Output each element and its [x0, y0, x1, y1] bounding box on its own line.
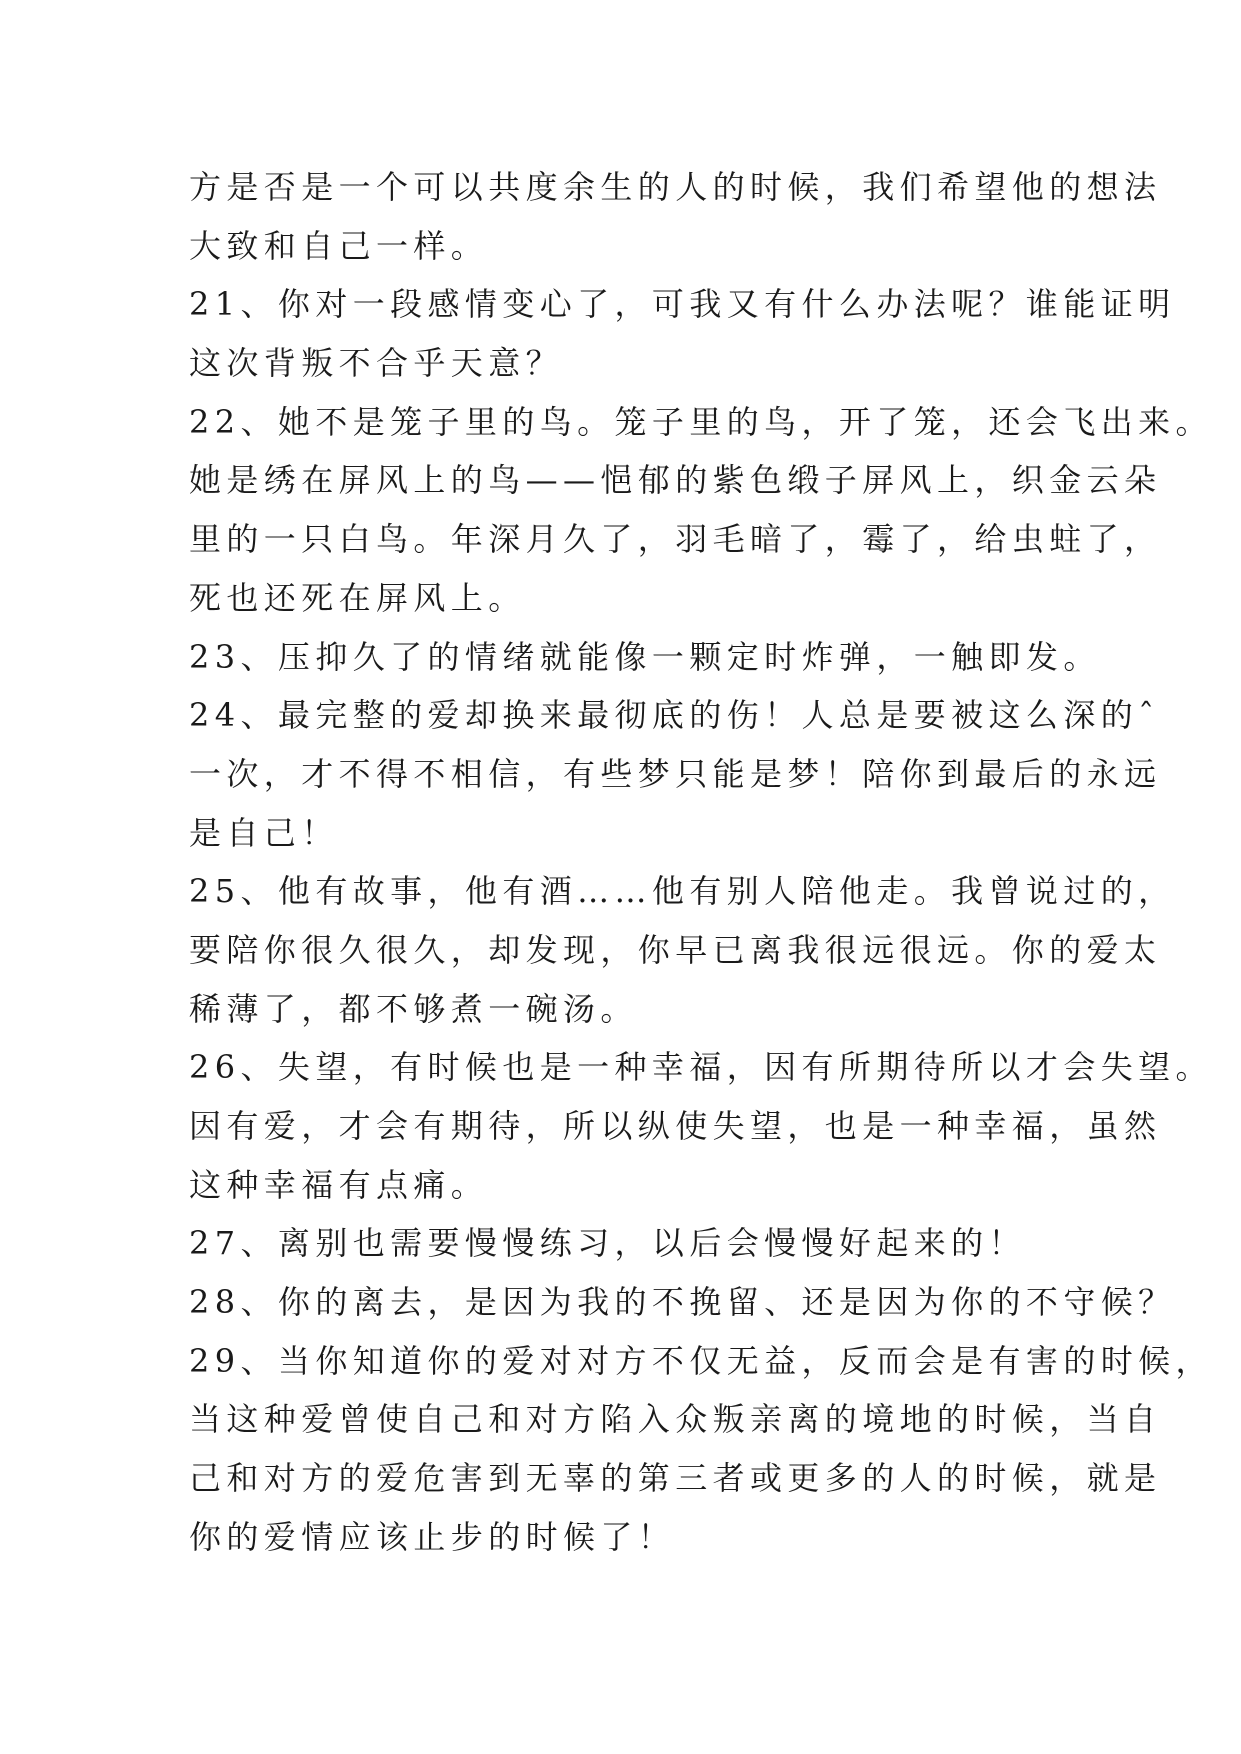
text-line: 是自己！ — [189, 813, 339, 852]
text-line: 这种幸福有点痛。 — [189, 1165, 489, 1204]
text-line: 己和对方的爱危害到无辜的第三者或更多的人的时候，就是 — [189, 1459, 1162, 1498]
document-body — [189, 158, 1213, 1567]
text-line: 她是绣在屏风上的鸟——悒郁的紫色缎子屏风上，织金云朵 — [189, 461, 1162, 500]
text-line: 稀薄了，都不够煮一碗汤。 — [189, 989, 638, 1028]
text-line: 因有爱，才会有期待，所以纵使失望，也是一种幸福，虽然 — [189, 1107, 1162, 1145]
text-line: 这次背叛不合乎天意？ — [189, 344, 564, 383]
text-line: 27、离别也需要慢慢练习，以后会慢慢好起来的！ — [189, 1224, 1026, 1263]
text-line: 当这种爱曾使自己和对方陷入众叛亲离的境地的时候，当自 — [189, 1400, 1162, 1439]
text-line: 29、当你知道你的爱对对方不仅无益，反而会是有害的时候， — [189, 1341, 1213, 1380]
text-line: 死也还死在屏风上。 — [189, 578, 526, 617]
text-line: 里的一只白鸟。年深月久了，羽毛暗了，霉了，给虫蛀了， — [189, 520, 1162, 559]
text-line: 一次，才不得不相信，有些梦只能是梦！陪你到最后的永远 — [189, 754, 1162, 793]
text-line: 28、你的离去，是因为我的不挽留、还是因为你的不守候？ — [189, 1283, 1176, 1322]
text-line: 要陪你很久很久，却发现，你早已离我很远很远。你的爱太 — [189, 930, 1162, 969]
text-line: 大致和自己一样。 — [189, 226, 489, 265]
text-line: 21、你对一段感情变心了，可我又有什么办法呢？谁能证明 — [189, 285, 1176, 324]
text-line: 24、最完整的爱却换来最彻底的伤！人总是要被这么深的ˆ — [189, 696, 1160, 735]
text-line: 方是否是一个可以共度余生的人的时候，我们希望他的想法 — [189, 168, 1162, 206]
text-line: 23、压抑久了的情绪就能像一颗定时炸弹，一触即发。 — [189, 637, 1101, 676]
text-line: 25、他有故事，他有酒……他有别人陪他走。我曾说过的， — [189, 872, 1176, 911]
text-line: 22、她不是笼子里的鸟。笼子里的鸟，开了笼，还会飞出来。 — [189, 402, 1213, 441]
text-line: 26、失望，有时候也是一种幸福，因有所期待所以才会失望。 — [189, 1048, 1213, 1087]
text-line: 你的爱情应该止步的时候了！ — [189, 1517, 676, 1556]
